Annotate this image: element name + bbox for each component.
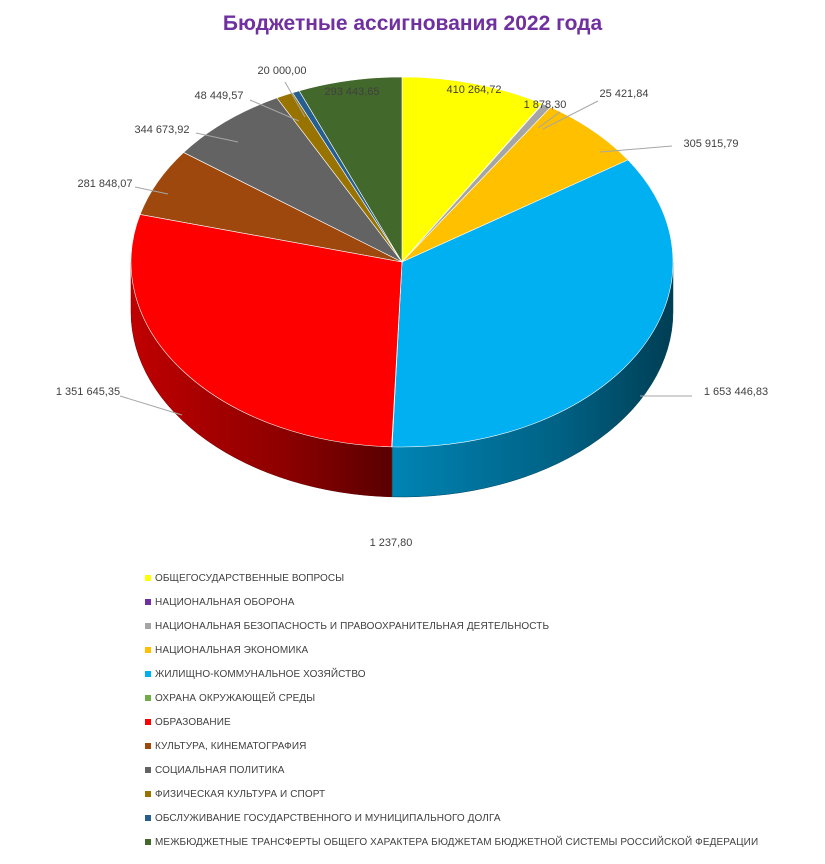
data-label-4: 1 653 446,83 xyxy=(703,386,769,398)
legend-item[interactable] xyxy=(145,758,805,782)
legend-label: ОБСЛУЖИВАНИЕ ГОСУДАРСТВЕННОГО И МУНИЦИПАЛЬНОГО ДОЛГА xyxy=(155,812,501,824)
legend-swatch xyxy=(145,623,151,629)
legend-label: НАЦИОНАЛЬНАЯ ОБОРОНА xyxy=(155,596,295,608)
data-label-7: 281 848,07 xyxy=(77,178,133,190)
legend-swatch xyxy=(145,743,151,749)
legend-label: КУЛЬТУРА, КИНЕМАТОГРАФИЯ xyxy=(155,740,307,752)
legend-label: НАЦИОНАЛЬНАЯ ЭКОНОМИКА xyxy=(155,644,309,656)
legend-item[interactable] xyxy=(145,806,805,830)
pie-top-slices xyxy=(131,77,673,447)
data-label-10: 20 000,00 xyxy=(257,65,307,77)
legend-label: СОЦИАЛЬНАЯ ПОЛИТИКА xyxy=(155,764,285,776)
data-label-5: 1 237,80 xyxy=(369,537,413,549)
chart-title: Бюджетные ассигнования 2022 года xyxy=(222,12,603,35)
legend-label: ЖИЛИЩНО-КОММУНАЛЬНОЕ ХОЗЯЙСТВО xyxy=(155,668,366,680)
legend-item[interactable] xyxy=(145,734,805,758)
data-label-6: 1 351 645,35 xyxy=(55,386,121,398)
data-label-8: 344 673,92 xyxy=(134,124,190,136)
legend-label: ФИЗИЧЕСКАЯ КУЛЬТУРА И СПОРТ xyxy=(155,788,326,800)
data-label-1: 1 878,30 xyxy=(523,99,567,111)
legend-label: МЕЖБЮДЖЕТНЫЕ ТРАНСФЕРТЫ ОБЩЕГО ХАРАКТЕРА БЮДЖЕТАМ БЮДЖЕТНОЙ СИСТЕМЫ РОССИЙСКОЙ ФЕДЕРАЦИИ xyxy=(155,836,759,848)
data-label-3: 305 915,79 xyxy=(683,138,739,150)
legend-item[interactable] xyxy=(145,638,805,662)
legend-label: ОХРАНА ОКРУЖАЮЩЕЙ СРЕДЫ xyxy=(155,692,316,704)
legend-swatch xyxy=(145,647,151,653)
data-label-2: 25 421,84 xyxy=(599,88,649,100)
legend-swatch xyxy=(145,599,151,605)
legend-label: ОБЩЕГОСУДАРСТВЕННЫЕ ВОПРОСЫ xyxy=(155,572,345,584)
legend-swatch xyxy=(145,815,151,821)
legend-swatch xyxy=(145,791,151,797)
legend-label: НАЦИОНАЛЬНАЯ БЕЗОПАСНОСТЬ И ПРАВООХРАНИТЕЛЬНАЯ ДЕЯТЕЛЬНОСТЬ xyxy=(155,620,550,632)
legend-swatch xyxy=(145,719,151,725)
legend-swatch xyxy=(145,767,151,773)
legend-label: ОБРАЗОВАНИЕ xyxy=(155,716,231,728)
data-label-9: 48 449,57 xyxy=(194,90,244,102)
data-label-11: 293 443,65 xyxy=(324,86,380,98)
legend-item[interactable] xyxy=(145,710,805,734)
legend-swatch xyxy=(145,695,151,701)
legend xyxy=(145,566,805,854)
data-label-0: 410 264,72 xyxy=(446,84,502,96)
legend-item[interactable] xyxy=(145,662,805,686)
legend-item[interactable] xyxy=(145,686,805,710)
legend-item[interactable] xyxy=(145,830,805,854)
legend-item[interactable] xyxy=(145,590,805,614)
legend-swatch xyxy=(145,839,151,845)
legend-swatch xyxy=(145,575,151,581)
legend-item[interactable] xyxy=(145,614,805,638)
legend-item[interactable] xyxy=(145,782,805,806)
legend-item[interactable] xyxy=(145,566,805,590)
legend-swatch xyxy=(145,671,151,677)
